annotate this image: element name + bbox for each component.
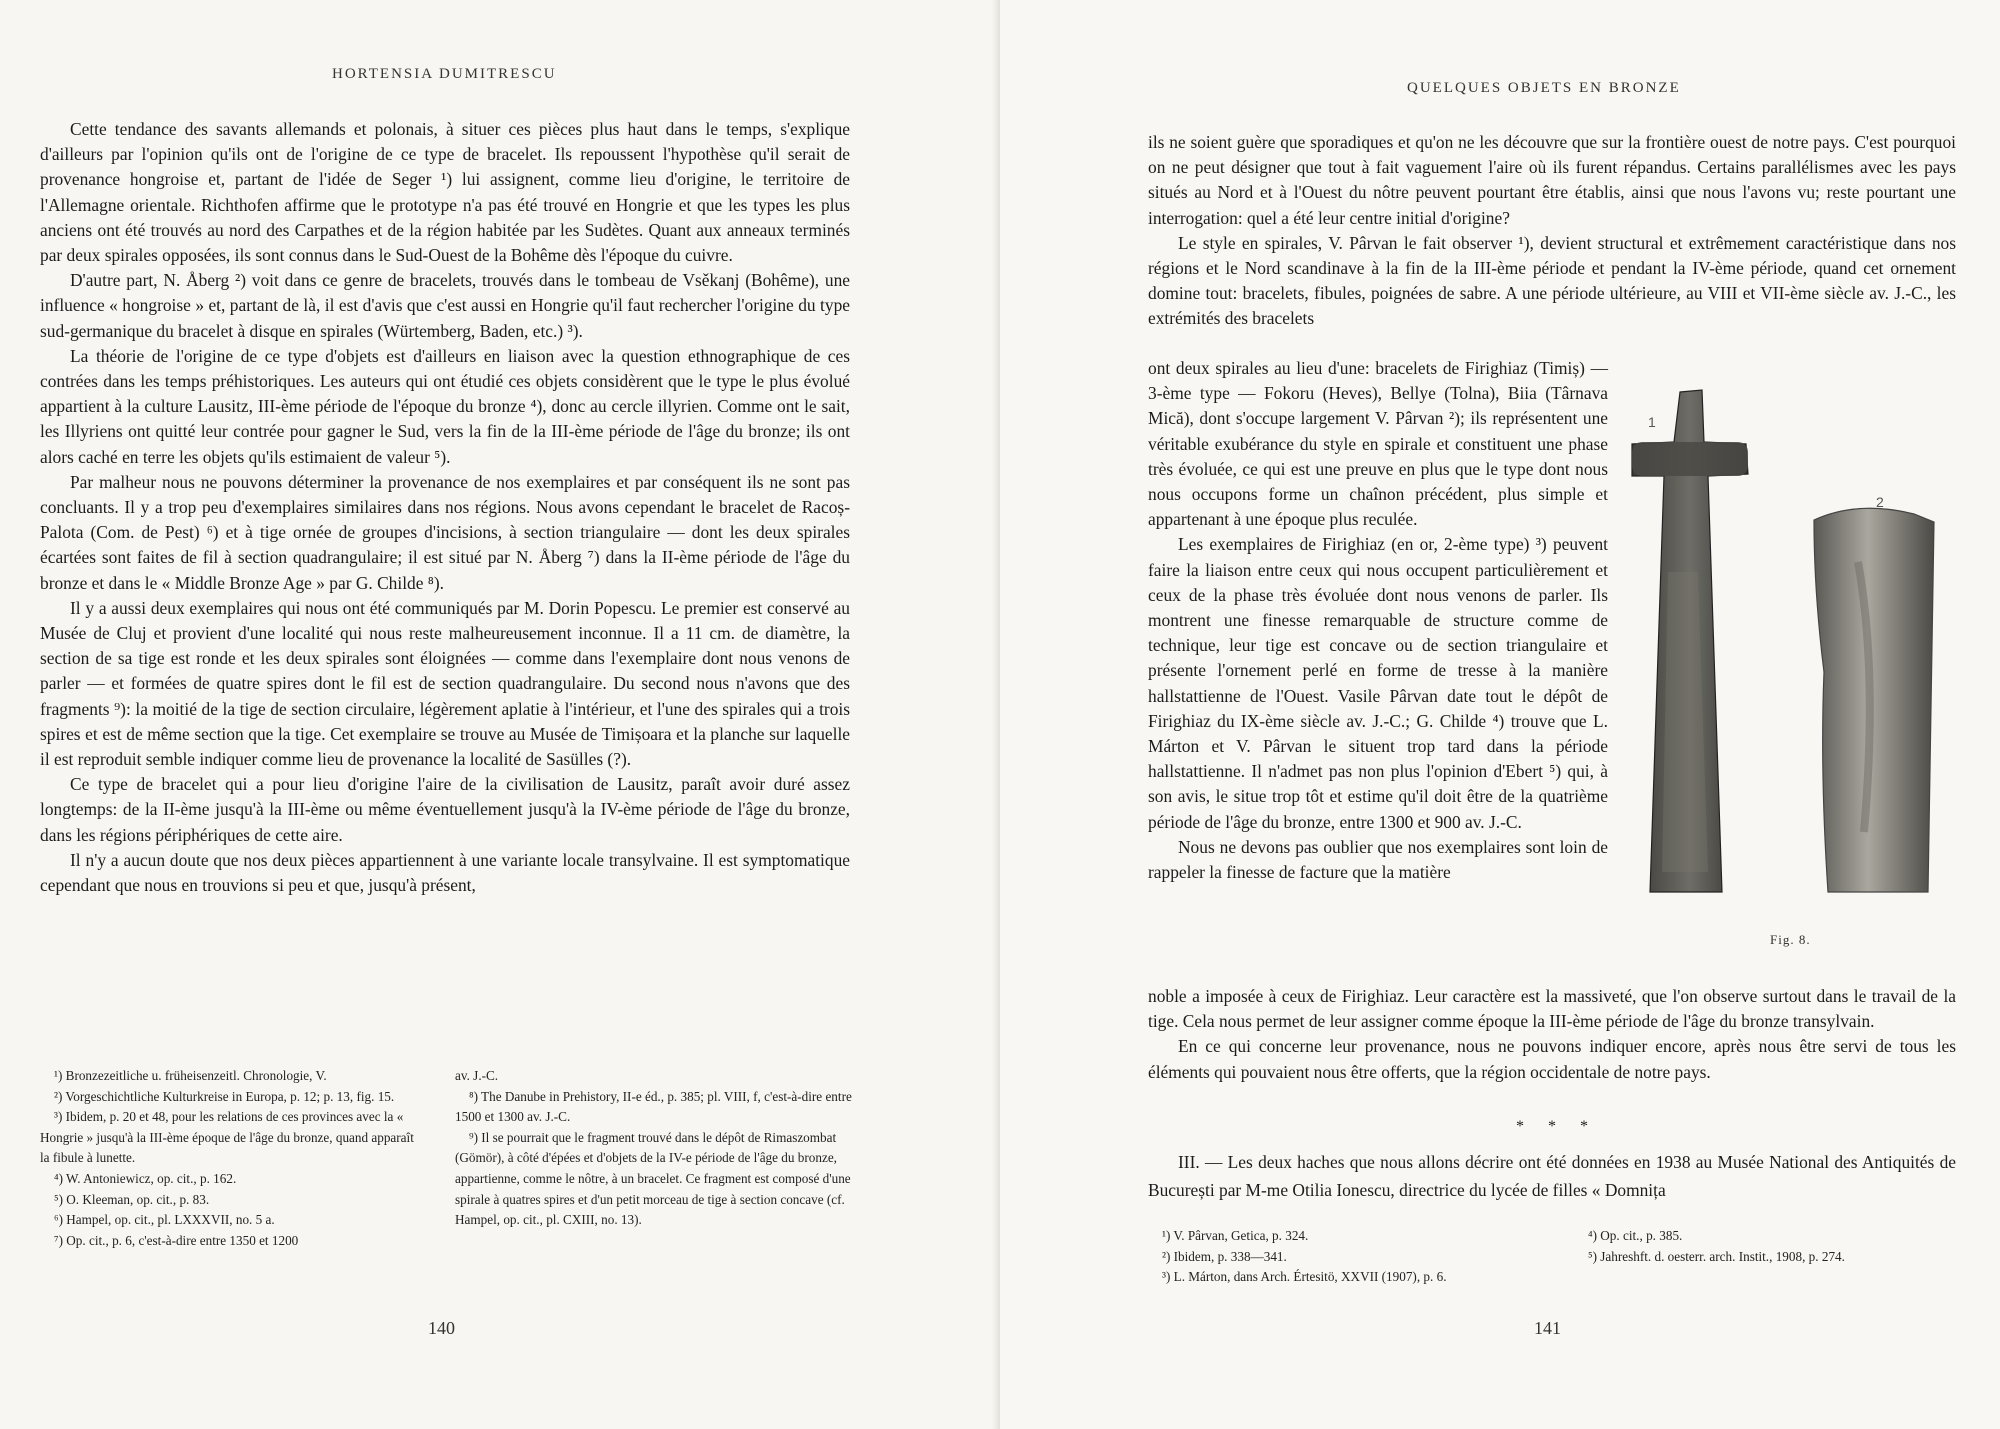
figure-label-1: 1 [1648,414,1656,430]
footnote: ⁸) The Danube in Prehistory, II-e éd., p. 385; pl. VIII, f, c'est-à-dire entre 1500 et 1300 av. J.-C. [455,1088,852,1125]
right-paragraph: En ce qui concerne leur provenance, nous ne pouvons indiquer encore, après nous être servi de tous les éléments qui pouvaient nous être offerts, que la région occidentale de notre pays. [1148,1036,1956,1082]
left-body-text [40,117,850,898]
left-footnotes-col1 [40,1066,426,1251]
footnote: ¹) V. Pârvan, Getica, p. 324. [1162,1228,1309,1243]
right-paragraph: Les exemplaires de Firighiaz (en or, 2-ème type) ³) peuvent faire la liaison entre ceux qui nous occupent particulièrement et ceux de la phase très évoluée dont nous venons de parler. Ils montrent une finesse remarquable de structure comme de technique, leur tige est concave ou de section triangulaire et présente l'ornement perlé en forme de tresse à la manière hallstattienne de l'Ouest. Vasile Pârvan date tout le dépôt de Firighiaz du IX-ème siècle av. J.-C.; G. Childe ⁴) trouve que L. Márton et V. Pârvan le situent trop tard dans la période hallstattienne. Il n'admet pas non plus l'opinion d'Ebert ⁵) qui, à son avis, le situe trop tôt et estime qu'il doit être de la quatrième période de l'âge du bronze, entre 1300 et 900 av. J.-C. [1148,534,1608,832]
left-paragraph: La théorie de l'origine de ce type d'objets est d'ailleurs en liaison avec la question ethnographique de ces contrées dans les temps préhistoriques. Les auteurs qui ont étudié ces objets considèrent que le type le plus évolué appartient à la culture Lausitz, III-ème période de l'époque du bronze ⁴), donc au cercle illyrien. Comme ont le sait, les Illyriens ont quitté leur contrée pour gagner le Sud, vers la fin de la III-ème période de l'âge du bronze; ils ont alors caché en terre les objets qu'ils estimaient de valeur ⁵). [40,345,850,467]
figure-bronze-axes [1628,372,1958,922]
footnote: ²) Vorgeschichtliche Kulturkreise in Europa, p. 12; p. 13, fig. 15. [54,1088,395,1104]
right-running-head: QUELQUES OBJETS EN BRONZE [1407,80,1681,96]
axe-1 [1632,390,1748,892]
section-stars: * * * [1516,1118,1598,1135]
right-paragraph: ont deux spirales au lieu d'une: bracelets de Firighiaz (Timiș) — 3-ème type — Fokoru (Heves), Bellye (Tolna), Biia (Târnava Mică), dont s'occupe largement V. Pârvan ²); ils représentent une véritable exubérance du style en spirale et constituent une phase très évoluée, ce qui est une preuve en plus que le type dont nous nous occupons forme un chaînon précédent, plus simple et appartenant à une époque plus reculée. [1148,358,1608,530]
right-section-text [1148,1148,1956,1204]
right-page-number: 141 [1534,1318,1561,1338]
footnote: ⁹) Il se pourrait que le fragment trouvé dans le dépôt de Rimaszombat (Gömör), à côté d'épées et d'objets de la IV-e période de l'âge du bronze, appartienne, comme le nôtre, à un bracelet. Ce fragment est composé d'une spirale à quatres spires et d'un petit morceau de tige à section concave (cf. Hampel, op. cit., pl. CXIII, no. 13). [455,1129,851,1228]
footnote: ⁵) O. Kleeman, op. cit., p. 83. [54,1191,210,1207]
footnote: ²) Ibidem, p. 338—341. [1162,1248,1287,1264]
left-page-number: 140 [428,1318,455,1338]
right-paragraph: Le style en spirales, V. Pârvan le fait observer ¹), devient structural et extrêmement caractéristique dans nos régions et le Nord scandinave à la fin de la III-ème période et pendant la IV-ème période, quand cet ornement domine tout: bracelets, fibules, poignées de sabre. A une période ultérieure, au VIII et VII-ème siècle av. J.-C., les extrémités des bracelets [1148,232,1956,329]
right-body-text-bottom [1148,984,1956,1085]
footnote: ⁴) W. Antoniewicz, op. cit., p. 162. [54,1170,237,1186]
left-paragraph: Par malheur nous ne pouvons déterminer la provenance de nos exemplaires et par conséquent ils ne sont pas concluants. Il y a trop peu d'exemplaires similaires dans nos régions. Nous avons cependant le bracelet de Racoș-Palota (Com. de Pest) ⁶) et à tige ornée de groupes d'incisions, à section triangulaire — dont les deux spirales écartées sont faites de fil à section quadrangulaire; il est situé par N. Åberg ⁷) dans la II-ème période de l'âge du bronze et dans le « Middle Bronze Age » par G. Childe ⁸). [40,471,850,593]
axes-illustration [1628,372,1958,922]
footnote: ³) Ibidem, p. 20 et 48, pour les relations de ces provinces avec la « Hongrie » jusqu'à la III-ème époque de l'âge du bronze, quand apparaît la fibule à lunette. [40,1109,414,1166]
footnote: ³) L. Márton, dans Arch. Értesitö, XXVII (1907), p. 6. [1162,1269,1447,1285]
right-paragraph: noble a imposée à ceux de Firighiaz. Leur caractère est la massiveté, que l'on observe surtout dans le travail de la tige. Cela nous permet de leur assigner comme époque la III-ème période de l'âge du bronze transylvain. [1148,986,1956,1032]
left-paragraph: Il n'y a aucun doute que nos deux pièces appartiennent à une variante locale transylvaine. Il est symptomatique cependant que nous en trouvions si peu et que, jusqu'à présent, [40,849,850,896]
figure-caption: Fig. 8. [1770,932,1811,947]
footnote: ⁶) Hampel, op. cit., pl. LXXXVII, no. 5 a. [54,1212,275,1228]
left-paragraph: D'autre part, N. Åberg ²) voit dans ce genre de bracelets, trouvés dans le tombeau de Vsěkanj (Bohême), une influence « hongroise » et, partant de là, il est d'avis que c'est aussi en Hongrie qu'il faut rechercher l'origine du type sud-germanique du bracelet à disque en spirales (Würtemberg, Baden, etc.) ³). [40,270,850,341]
left-paragraph: Ce type de bracelet qui a pour lieu d'origine l'aire de la civilisation de Lausitz, paraît avoir duré assez longtemps: de la II-ème jusqu'à la III-ème ou même éventuellement jusqu'à la IV-ème période de l'âge du bronze, dans les régions périphériques de cette aire. [40,774,850,845]
left-footnotes-col2 [455,1066,853,1231]
footnote: ⁵) Jahreshft. d. oesterr. arch. Instit., 1908, p. 274. [1588,1248,1845,1264]
footnote: ¹) Bronzezeitliche u. früheisenzeitl. Chronologie, V. [54,1068,327,1083]
right-footnotes-col1 [1148,1226,1548,1288]
footnote: av. J.-C. [455,1068,499,1083]
right-footnotes-col2 [1574,1226,1964,1267]
right-paragraph: III. — Les deux haches que nous allons décrire ont été données en 1938 au Musée National des Antiquités de București par M-me Otilia Ionescu, directrice du lycée de filles « Domnița [1148,1152,1956,1200]
footnote: ⁷) Op. cit., p. 6, c'est-à-dire entre 1350 et 1200 [54,1232,299,1248]
axe-2 [1814,508,1934,892]
figure-label-2: 2 [1876,494,1884,510]
left-running-head: HORTENSIA DUMITRESCU [332,66,557,82]
right-body-text-top [1148,130,1956,332]
right-paragraph: Nous ne devons pas oublier que nos exemplaires sont loin de rappeler la finesse de facture que la matière [1148,836,1608,883]
right-paragraph: ils ne soient guère que sporadiques et qu'on ne les découvre que sur la frontière ouest de notre pays. C'est pourquoi on ne peut désigner que tout à fait vaguement l'aire où ils furent répandus. Certains parallélismes avec les pays situés au Nord et à l'Ouest du nôtre peuvent pourtant être établis, ainsi que nous l'avons vu; reste pourtant une interrogation: quel a été leur centre initial d'origine? [1148,132,1956,228]
left-paragraph: Il y a aussi deux exemplaires qui nous ont été communiqués par M. Dorin Popescu. Le premier est conservé au Musée de Cluj et provient d'une localité qui nous reste malheureusement inconnue. Il a 11 cm. de diamètre, la section de sa tige est ronde et les deux spirales sont éloignées — comme dans l'exemplaire dont nous venons de parler — et formées de quatre spires dont le fil est de section quadrangulaire. Du second nous n'avons que des fragments ⁹): la moitié de la tige de section circulaire, légèrement aplatie à l'intérieur, et l'une des spirales qui a trois spires et est de même section que la tige. Cet exemplaire se trouve au Musée de Timișoara et la planche sur laquelle il est reproduit semble indiquer comme lieu de provenance la localité de Sasülles (?). [40,597,850,770]
right-narrow-column [1148,356,1608,885]
left-paragraph: Cette tendance des savants allemands et polonais, à situer ces pièces plus haut dans le temps, s'explique d'ailleurs par l'opinion qu'ils ont de l'origine de ce type de bracelet. Ils repoussent l'hypothèse qu'il serait de provenance hongroise et, partant de l'idée de Seger ¹) lui assignent, comme lieu d'origine, le territoire de l'Allemagne orientale. Richthofen affirme que le prototype n'a pas été trouvé en Hongrie et que les types les plus anciens ont été trouvés au nord des Carpathes et de la région habitée par les Sudètes. Quant aux anneaux terminés par deux spirales opposées, ils sont connus dans le Sud-Ouest de la Bohême dès l'époque du cuivre. [40,119,850,266]
footnote: ⁴) Op. cit., p. 385. [1588,1228,1683,1243]
